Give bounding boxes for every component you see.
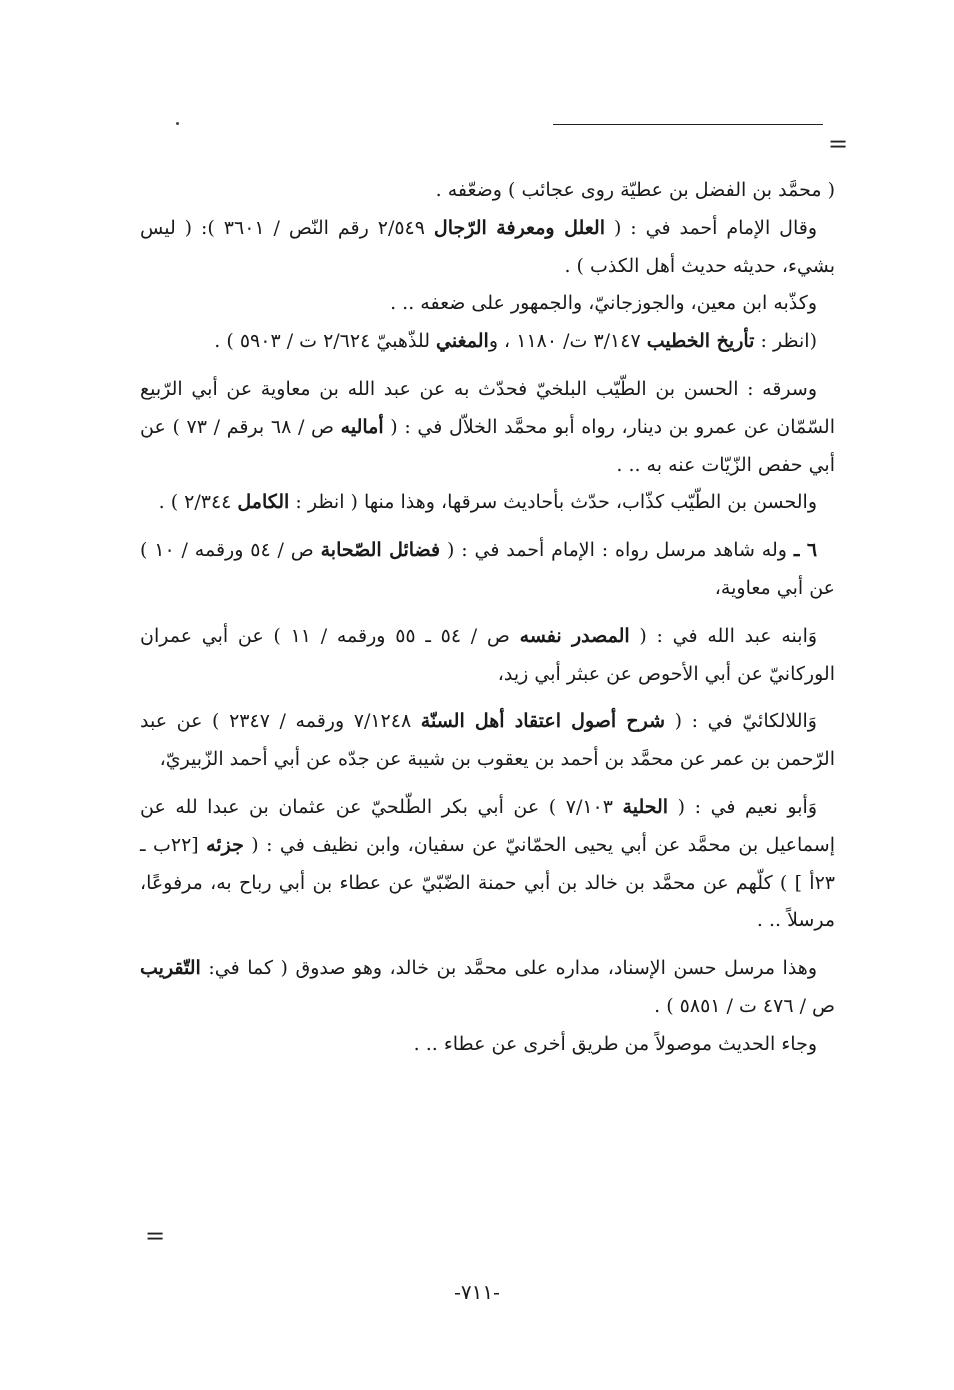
paragraph-2: وقال الإمام أحمد في : ( العلل ومعرفة الرّجال ٢/٥٤٩ رقم النّص / ٣٦٠١ ): ( ليس بشيء، حديثه حديث أهل الكذب ) . bbox=[140, 216, 835, 277]
book-title: شرح أصول اعتقاد أهل السنّة bbox=[420, 710, 666, 733]
paragraph-8: وَابنه عبد الله في : ( المصدر نفسه ص / ٥٤ ـ ٥٥ ورقمه / ١١ ) عن أبي عمران الوركانيّ عن أبي الأحوص عن عبثر أبي زيد، bbox=[140, 624, 835, 685]
book-title: المصدر نفسه bbox=[519, 624, 630, 647]
book-title: العلل ومعرفة الرّجال bbox=[433, 216, 605, 239]
paragraph-12: وجاء الحديث موصولاً من طريق أخرى عن عطاء .. . bbox=[413, 1032, 817, 1055]
paragraph-6: والحسن بن الطّيّب كذّاب، حدّث بأحاديث سرقها، وهذا منها ( انظر : الكامل ٢/٣٤٤ ) . bbox=[158, 491, 817, 514]
paragraph-3: وكذّبه ابن معين، والجوزجانيّ، والجمهور على ضعفه .. . bbox=[390, 292, 817, 315]
book-title: الكامل bbox=[237, 491, 290, 514]
paragraph-1: ( محمَّد بن الفضل بن عطيّة روى عجائب ) وضعّفه . bbox=[435, 179, 835, 201]
book-title: التّقريب bbox=[140, 957, 201, 980]
continuation-mark-bottom: = bbox=[145, 1222, 166, 1250]
footnote-separator-rule bbox=[553, 124, 823, 125]
continuation-mark-top: = bbox=[828, 130, 849, 158]
footnote-text bbox=[140, 172, 835, 1064]
page-number: -٧١١- bbox=[454, 1280, 500, 1304]
paragraph-10: وَأبو نعيم في : ( الحلية ٧/١٠٣ ) عن أبي بكر الطّلحيّ عن عثمان بن عبدا لله عن إسماعيل بن محمَّد عن أبي يحيى الحمّانيّ عن سفيان، وابن نظيف في : ( جزئه [٢٢ب ـ ٢٣أ ] ) كلّهم عن محمَّد بن خالد بن أبي حمنة الضّبّيّ عن عطاء بن أبي رباح به، مرفوعًا، مرسلاً .. . bbox=[140, 795, 835, 932]
paragraph-11: وهذا مرسل حسن الإسناد، مداره على محمَّد بن خالد، وهو صدوق ( كما في: التّقريب ص / ٤٧٦ ت / ٥٨٥١ ) . bbox=[140, 957, 835, 1017]
paragraph-5: وسرقه : الحسن بن الطّيّب البلخيّ فحدّث به عن عبد الله بن معاوية عن أبي الرّبيع السّمّان عن عمرو بن دينار، رواه أبو محمَّد الخلاّل في : ( أماليه ص / ٦٨ برقم / ٧٣ ) عن أبي حفص الزّيّات عنه به .. . bbox=[140, 377, 836, 476]
book-title: أماليه bbox=[340, 415, 384, 438]
book-title: فضائل الصّحابة bbox=[320, 539, 441, 562]
book-title: المغني bbox=[436, 330, 489, 353]
item-number: ٦ ـ bbox=[793, 539, 818, 562]
paragraph-4: (انظر : تأريخ الخطيب ٣/١٤٧ ت/ ١١٨٠ ، والمغني للذّهبيّ ٢/٦٢٤ ت / ٥٩٠٣ ) . bbox=[214, 330, 817, 353]
paragraph-9: وَاللالكائيّ في : ( شرح أصول اعتقاد أهل السنّة ٧/١٢٤٨ ورقمه / ٢٣٤٧ ) عن عبد الرّحمن بن عمر عن محمَّد بن أحمد بن يعقوب بن شيبة عن جدّه عن أبي أحمد الزّبيريّ، bbox=[140, 710, 835, 771]
book-title: تأريخ الخطيب bbox=[646, 330, 755, 353]
paragraph-7: ٦ ـ وله شاهد مرسل رواه : الإمام أحمد في : ( فضائل الصّحابة ص / ٥٤ ورقمه / ١٠ ) عن أبي معاوية، bbox=[140, 539, 835, 599]
book-title: الحلية bbox=[622, 795, 669, 818]
book-title: جزئه bbox=[206, 833, 244, 856]
speck-mark bbox=[176, 122, 179, 125]
